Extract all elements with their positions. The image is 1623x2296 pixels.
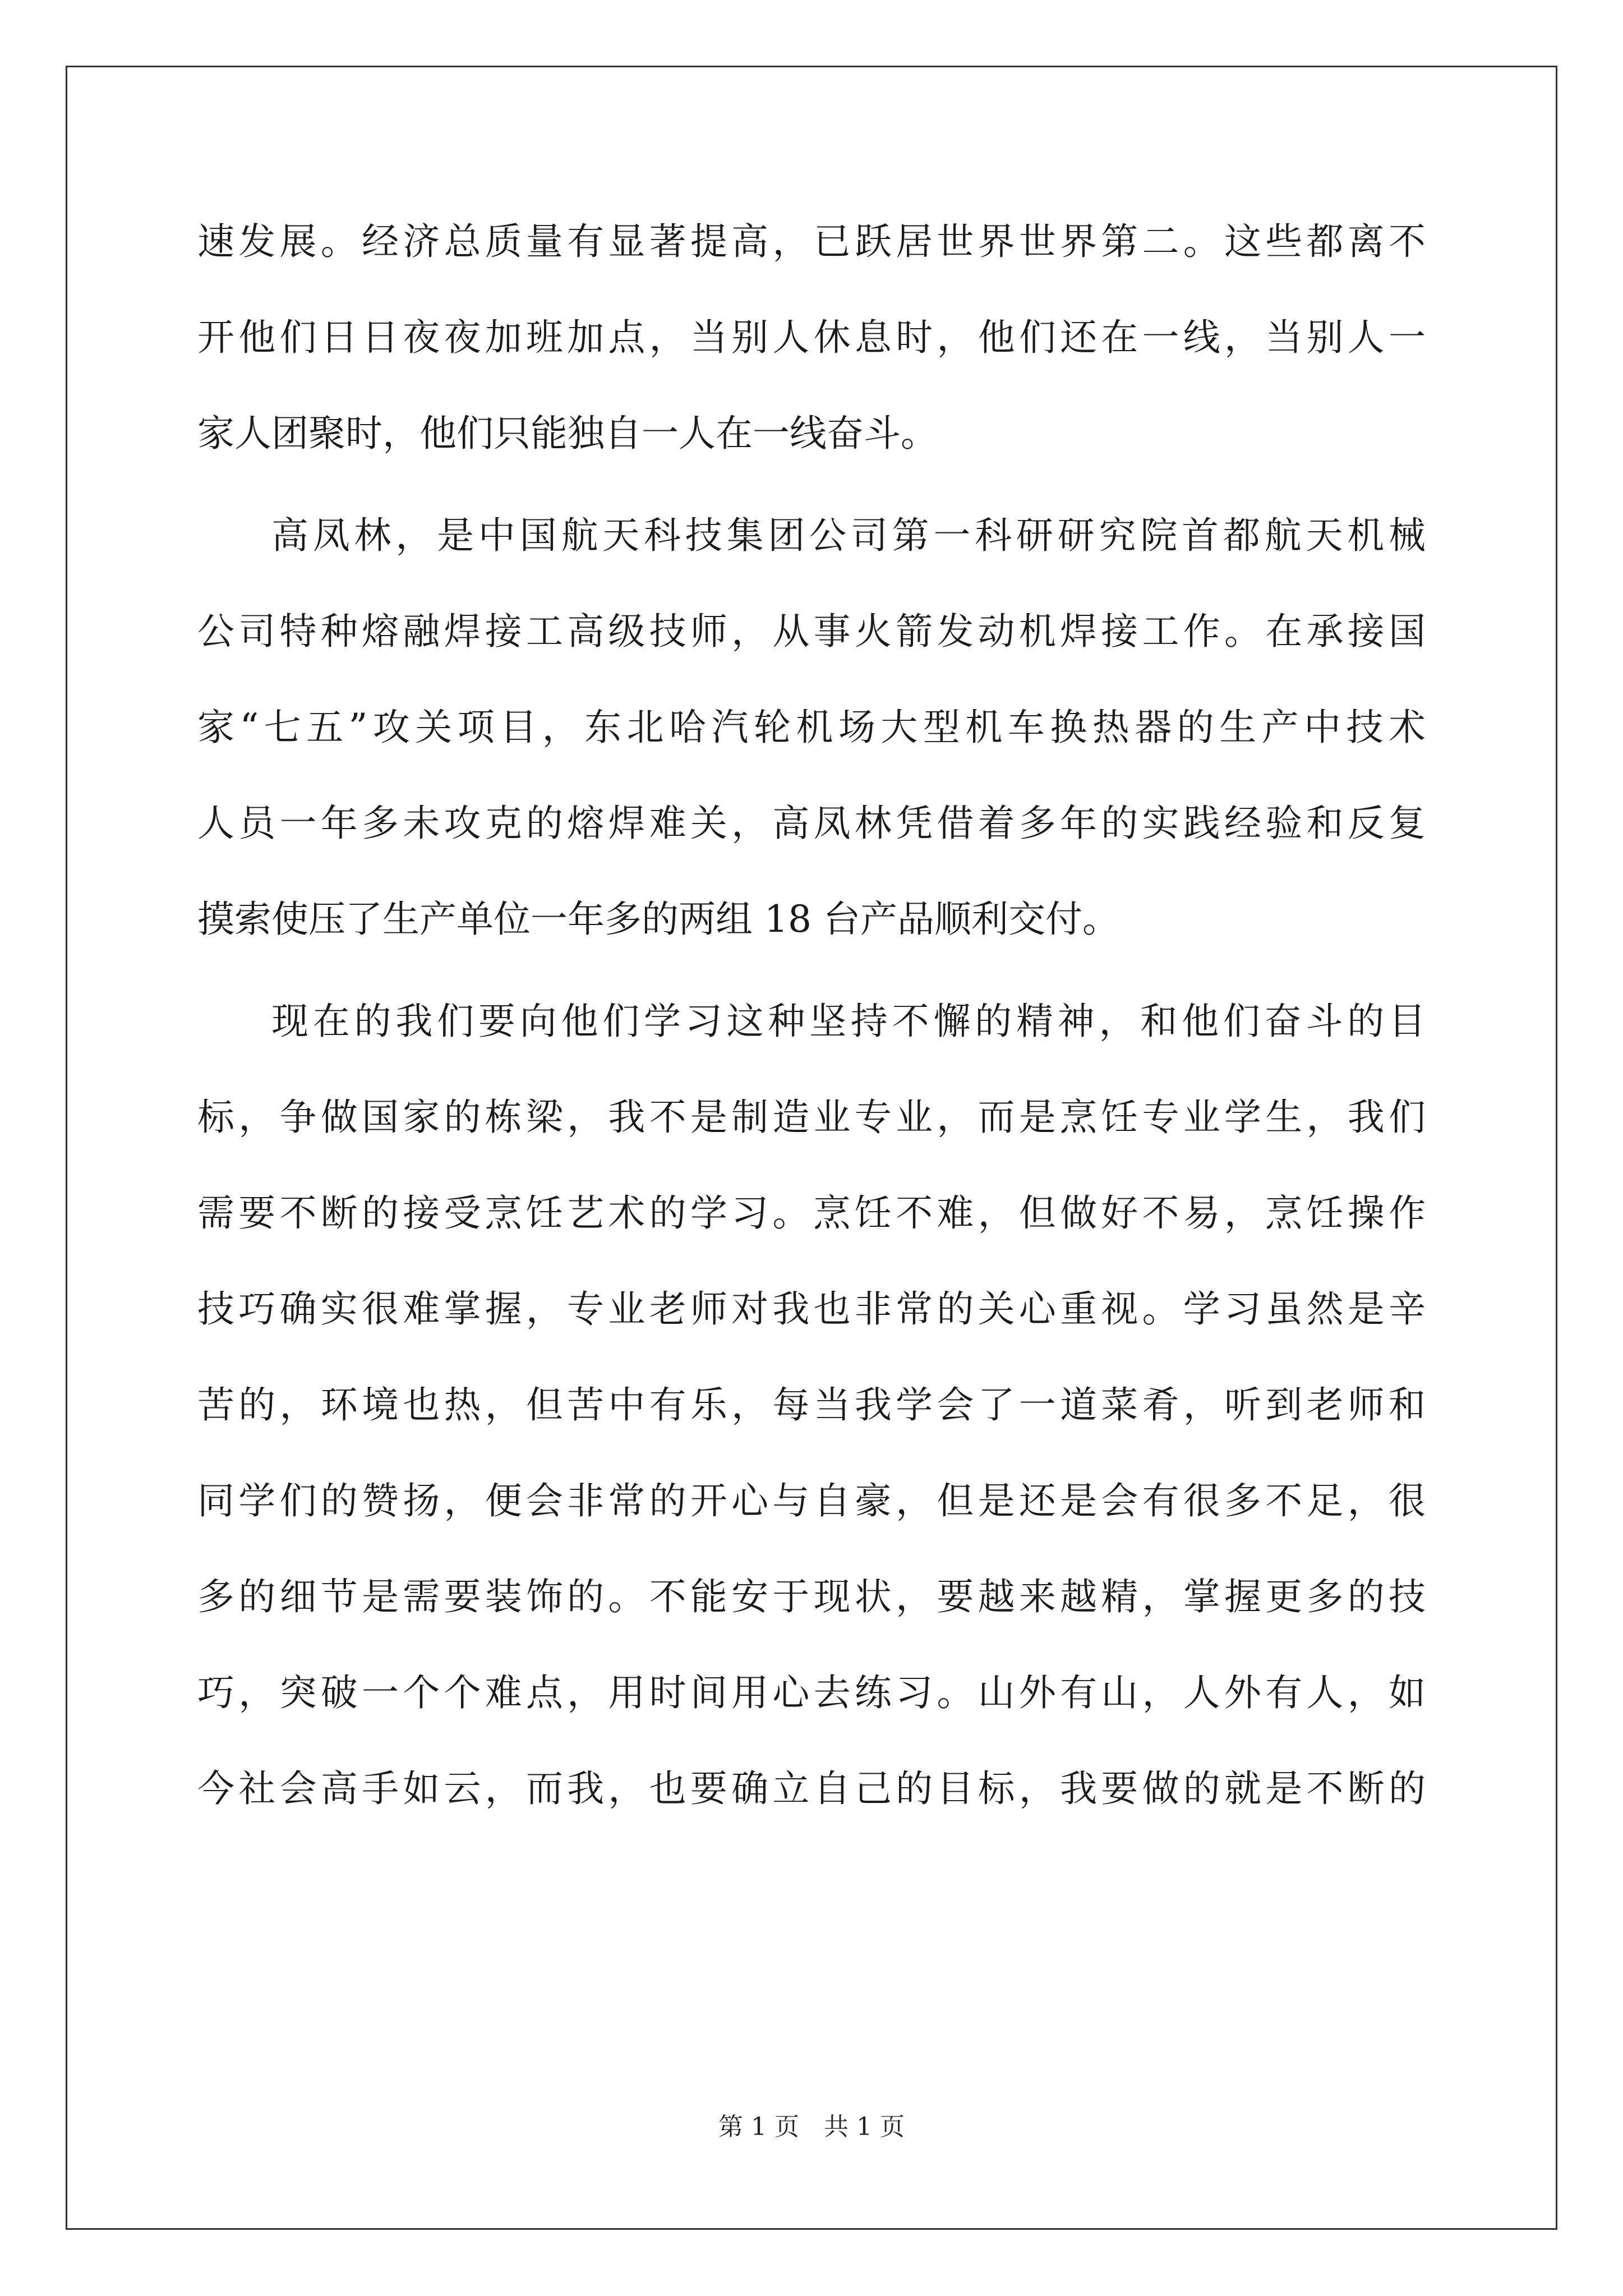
text-line: 技巧确实很难掌握，专业老师对我也非常的关心重视。学习虽然是辛 (197, 1287, 1426, 1331)
text-line: 摸索使压了生产单位一年多的两组 18 台产品顺利交付。 (197, 898, 1119, 941)
text-line: 今社会高手如云，而我，也要确立自己的目标，我要做的就是不断的 (197, 1767, 1426, 1810)
text-line: 多的细节是需要装饰的。不能安于现状，要越来越精，掌握更多的技 (197, 1575, 1426, 1618)
text-line: 人员一年多未攻克的熔焊难关，高凤林凭借着多年的实践经验和反复 (197, 802, 1426, 845)
text-line: 公司特种熔融焊接工高级技师，从事火箭发动机焊接工作。在承接国 (197, 610, 1426, 653)
text-line: 同学们的赞扬，便会非常的开心与自豪，但是还是会有很多不足，很 (197, 1479, 1426, 1522)
page-number: 第 1 页 (718, 2113, 799, 2141)
text-line: 巧，突破一个个难点，用时间用心去练习。山外有山，人外有人，如 (197, 1671, 1426, 1714)
text-line: 家“七五”攻关项目，东北哈汽轮机场大型机车换热器的生产中技术 (197, 706, 1426, 749)
text-line: 需要不断的接受烹饪艺术的学习。烹饪不难，但做好不易，烹饪操作 (197, 1191, 1426, 1235)
text-line: 家人团聚时，他们只能独自一人在一线奋斗。 (197, 412, 938, 455)
document-body (197, 194, 1426, 1837)
text-line: 速发展。经济总质量有显著提高，已跃居世界世界第二。这些都离不 (197, 220, 1426, 263)
text-line: 苦的，环境也热，但苦中有乐，每当我学会了一道菜肴，听到老师和 (197, 1383, 1426, 1427)
page-total: 共 1 页 (824, 2113, 905, 2141)
text-line: 现在的我们要向他们学习这种坚持不懈的精神，和他们奋斗的目 (271, 1000, 1426, 1043)
text-line: 高凤林，是中国航天科技集团公司第一科研研究院首都航天机械 (271, 514, 1426, 557)
text-line: 开他们日日夜夜加班加点，当别人休息时，他们还在一线，当别人一 (197, 316, 1426, 359)
page-footer (0, 2110, 1623, 2144)
text-line: 标，争做国家的栋梁，我不是制造业专业，而是烹饪专业学生，我们 (197, 1096, 1426, 1139)
